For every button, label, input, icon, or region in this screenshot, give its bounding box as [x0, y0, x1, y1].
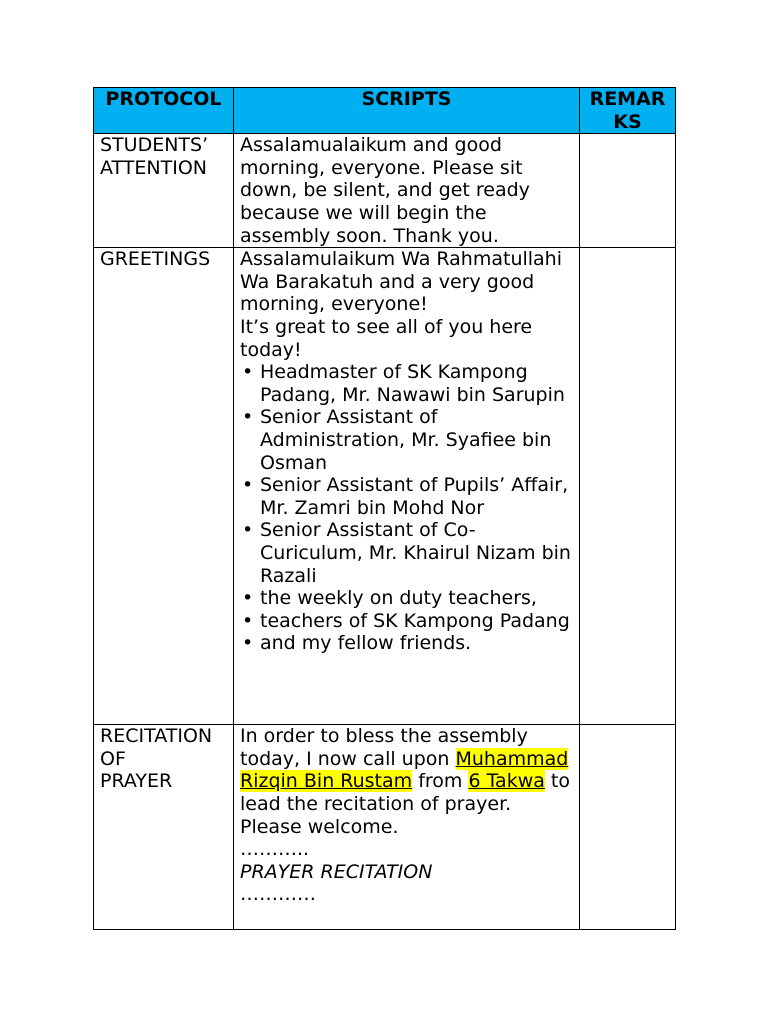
dots-line: ………..	[240, 838, 310, 861]
dots-line: …………	[240, 883, 316, 906]
prayer-script-from: from	[412, 770, 469, 793]
remarks-cell	[580, 134, 676, 248]
assembly-protocol-table	[93, 87, 676, 930]
prayer-script-part2: to lead the recitation of prayer. Please welcome.	[240, 770, 571, 838]
list-item: • the weekly on duty teachers,	[240, 587, 573, 610]
table-row	[94, 248, 676, 725]
highlighted-class: 6 Takwa	[468, 770, 545, 793]
list-item: • teachers of SK Kampong Padang	[240, 610, 573, 633]
table-row	[94, 134, 676, 248]
list-item: • Headmaster of SK Kampong Padang, Mr. Nawawi bin Sarupin	[240, 361, 573, 406]
header-remarks: REMARKS	[580, 88, 676, 134]
prayer-recitation-label: PRAYER RECITATION	[240, 860, 433, 883]
prayer-script-part1: In order to bless the assembly today, I now call upon	[240, 725, 528, 770]
table-row	[94, 725, 676, 930]
script-cell	[234, 725, 580, 930]
greeting-intro-2: It’s great to see all of you here today!	[240, 315, 533, 361]
guest-list	[240, 361, 573, 655]
remarks-cell	[580, 725, 676, 930]
list-item: • Senior Assistant of Co-Curiculum, Mr. Khairul Nizam bin Razali	[240, 519, 573, 587]
protocol-cell: GREETINGS	[94, 248, 234, 725]
header-protocol: PROTOCOL	[94, 88, 234, 134]
greeting-intro: Assalamulaikum Wa Rahmatullahi Wa Barakatuh and a very good morning, everyone!	[240, 248, 563, 316]
protocol-cell: STUDENTS’ ATTENTION	[94, 134, 234, 248]
header-scripts: SCRIPTS	[234, 88, 580, 134]
protocol-cell: RECITATION OF PRAYER	[94, 725, 234, 930]
table-header-row	[94, 88, 676, 134]
remarks-cell	[580, 248, 676, 725]
list-item: • Senior Assistant of Administration, Mr. Syafiee bin Osman	[240, 406, 573, 474]
list-item: • and my fellow friends.	[240, 632, 573, 655]
list-item: • Senior Assistant of Pupils’ Affair, Mr. Zamri bin Mohd Nor	[240, 474, 573, 519]
script-cell	[234, 248, 580, 725]
script-cell: Assalamualaikum and good morning, everyone. Please sit down, be silent, and get ready because we will begin the assembly soon. Thank you.	[234, 134, 580, 248]
highlighted-name: Muhammad Rizqin Bin Rustam	[240, 747, 569, 793]
